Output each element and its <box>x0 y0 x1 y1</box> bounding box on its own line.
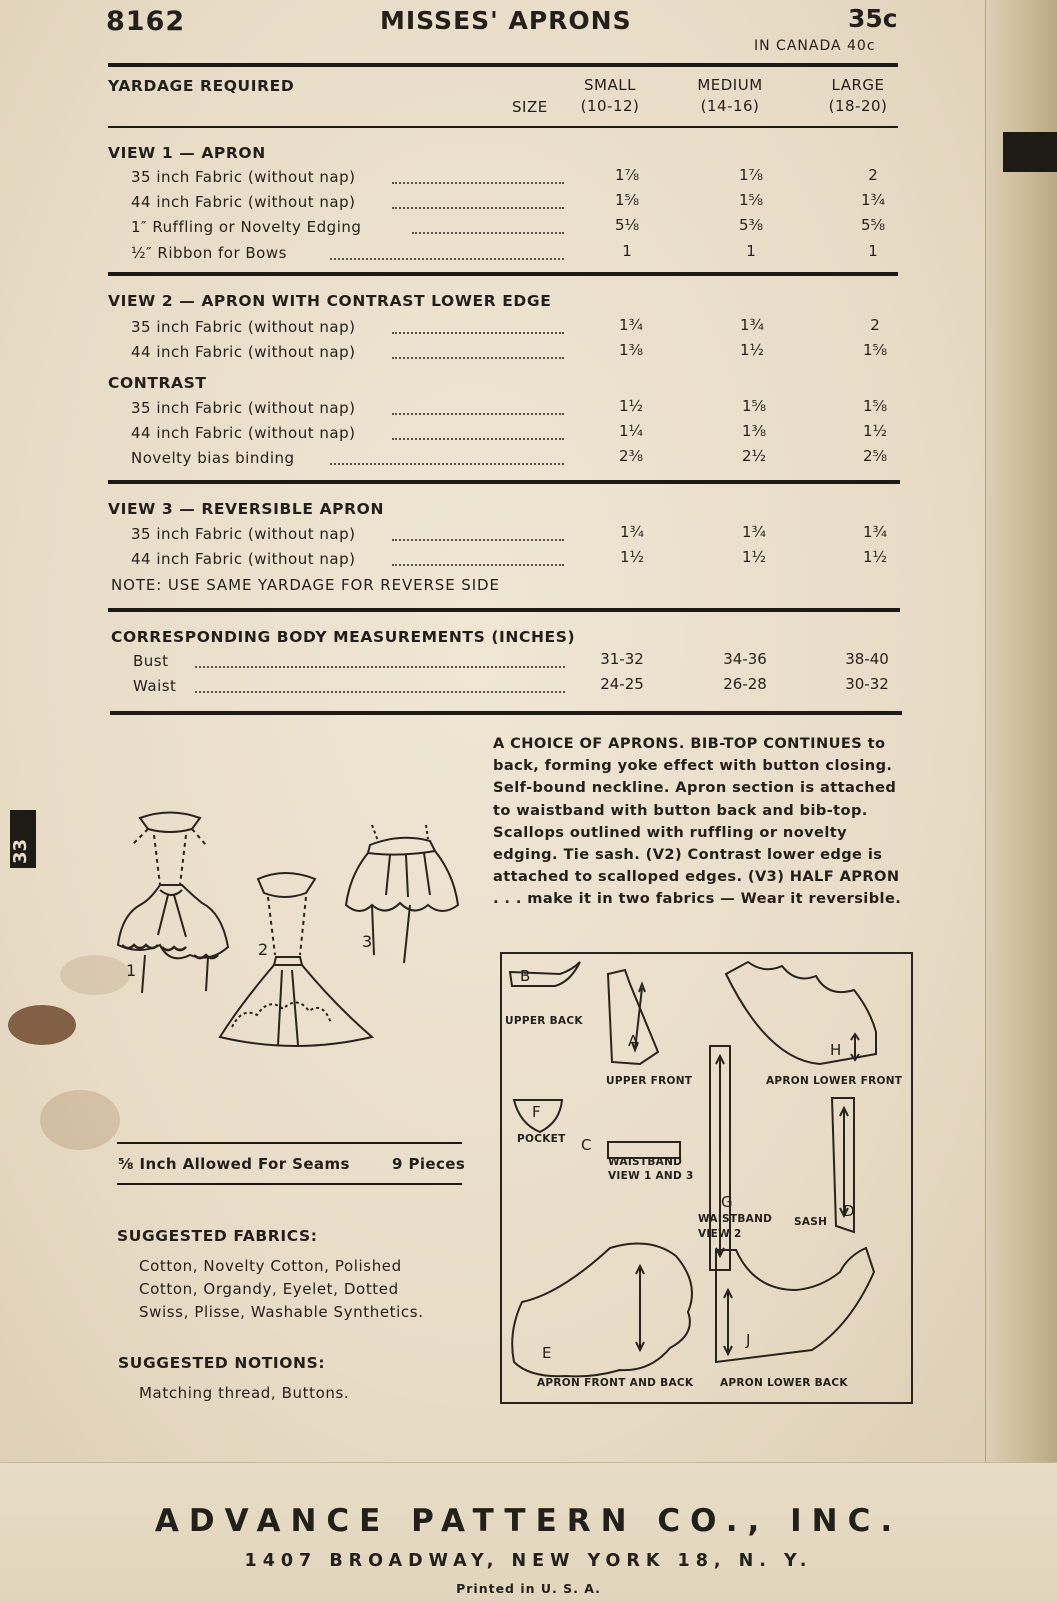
divider <box>108 126 898 128</box>
leader-dots <box>412 230 564 234</box>
value-cell: 1⅜ <box>741 422 767 440</box>
view-number: 2 <box>258 940 269 959</box>
row-label: 1″ Ruffling or Novelty Edging <box>131 218 362 236</box>
row-label: 35 inch Fabric (without nap) <box>131 399 356 417</box>
value-cell: 1⅝ <box>738 191 764 209</box>
envelope-right-flap <box>985 0 1057 1470</box>
row-label: 35 inch Fabric (without nap) <box>131 525 356 543</box>
value-cell: 1¾ <box>619 523 645 541</box>
value-cell: 1 <box>746 242 756 260</box>
divider <box>110 711 902 715</box>
piece-label: WAISTBAND <box>608 1156 683 1168</box>
divider <box>117 1142 462 1144</box>
value-cell: 1¾ <box>739 316 765 334</box>
row-label: 35 inch Fabric (without nap) <box>131 168 356 186</box>
view2-title: VIEW 2 — APRON WITH CONTRAST LOWER EDGE <box>108 292 552 310</box>
value-cell: 1⅝ <box>862 397 888 415</box>
value-cell: 26-28 <box>723 675 767 693</box>
row-label: 44 inch Fabric (without nap) <box>131 424 356 442</box>
value-cell: 31-32 <box>600 650 644 668</box>
divider <box>117 1183 462 1185</box>
fabrics-line: Cotton, Organdy, Eyelet, Dotted <box>139 1280 399 1298</box>
piece-label: UPPER BACK <box>505 1015 583 1027</box>
stain-mark <box>40 1090 120 1150</box>
value-cell: 1¾ <box>741 523 767 541</box>
piece-letter: B <box>520 967 531 985</box>
value-cell: 1¾ <box>618 316 644 334</box>
row-label: ½″ Ribbon for Bows <box>131 244 287 262</box>
piece-label: VIEW 1 AND 3 <box>608 1170 694 1182</box>
black-tab-mark <box>1003 132 1057 172</box>
view2-waistband <box>274 957 302 965</box>
value-cell: 1¼ <box>618 422 644 440</box>
leader-dots <box>392 562 564 566</box>
piece-label: UPPER FRONT <box>606 1075 693 1087</box>
yardage-heading: YARDAGE REQUIRED <box>108 77 295 95</box>
value-cell: 2 <box>868 166 878 184</box>
value-cell: 2 <box>870 316 880 334</box>
value-cell: 1⅞ <box>738 166 764 184</box>
piece-label: WAISTBAND <box>698 1213 773 1225</box>
view1-collar <box>140 813 200 833</box>
leader-dots <box>195 664 565 668</box>
piece-letter: J <box>746 1331 751 1349</box>
size-small: SMALL (10-12) <box>580 76 640 115</box>
reverse-note: NOTE: USE SAME YARDAGE FOR REVERSE SIDE <box>111 576 500 594</box>
divider <box>108 480 900 484</box>
notions-text: Matching thread, Buttons. <box>139 1384 350 1402</box>
row-label: Waist <box>133 677 177 695</box>
row-label: 35 inch Fabric (without nap) <box>131 318 356 336</box>
leader-dots <box>330 461 564 465</box>
leader-dots <box>195 689 565 693</box>
piece-letter: A <box>628 1032 639 1050</box>
value-cell: 1½ <box>619 548 645 566</box>
row-label: 44 inch Fabric (without nap) <box>131 550 356 568</box>
divider <box>108 272 898 276</box>
value-cell: 1⅞ <box>614 166 640 184</box>
fabrics-title: SUGGESTED FABRICS: <box>117 1227 318 1245</box>
value-cell: 1⅜ <box>618 341 644 359</box>
leader-dots <box>392 436 564 440</box>
value-cell: 1½ <box>862 422 888 440</box>
view3-skirt <box>346 851 458 911</box>
value-cell: 38-40 <box>845 650 889 668</box>
piece-letter: C <box>581 1136 592 1154</box>
value-cell: 1 <box>622 242 632 260</box>
price-canada: IN CANADA 40c <box>754 38 876 54</box>
piece-label: POCKET <box>517 1133 566 1145</box>
piece-letter: G <box>721 1193 733 1211</box>
value-cell: 24-25 <box>600 675 644 693</box>
value-cell: 2⅝ <box>862 447 888 465</box>
divider <box>108 63 898 67</box>
value-cell: 1⅝ <box>741 397 767 415</box>
leader-dots <box>392 537 564 541</box>
seam-allowance: ⅝ Inch Allowed For Seams <box>118 1155 350 1173</box>
leader-dots <box>392 355 564 359</box>
view1-title: VIEW 1 — APRON <box>108 144 266 162</box>
fabrics-line: Swiss, Plisse, Washable Synthetics. <box>139 1303 424 1321</box>
side-mark: 33 <box>10 810 36 868</box>
piece-j-shape <box>716 1248 874 1362</box>
value-cell: 5⅝ <box>860 216 886 234</box>
apron-illustration <box>110 805 480 1080</box>
company-address: 1407 BROADWAY, NEW YORK 18, N. Y. <box>244 1551 813 1571</box>
value-cell: 1½ <box>618 397 644 415</box>
value-cell: 34-36 <box>723 650 767 668</box>
leader-dots <box>330 256 564 260</box>
body-measurements-title: CORRESPONDING BODY MEASUREMENTS (INCHES) <box>111 628 576 646</box>
row-label: Bust <box>133 652 169 670</box>
value-cell: 30-32 <box>845 675 889 693</box>
piece-label: APRON LOWER BACK <box>720 1377 848 1389</box>
view2-skirt <box>220 965 372 1046</box>
price: 35c <box>848 4 898 33</box>
row-label: 44 inch Fabric (without nap) <box>131 343 356 361</box>
piece-letter: H <box>830 1041 842 1059</box>
size-label: SIZE <box>512 98 548 116</box>
value-cell: 2½ <box>741 447 767 465</box>
fabrics-line: Cotton, Novelty Cotton, Polished <box>139 1257 402 1275</box>
divider <box>108 608 900 612</box>
leader-dots <box>392 180 564 184</box>
page-title: MISSES' APRONS <box>380 6 632 35</box>
row-label: Novelty bias binding <box>131 449 295 467</box>
contrast-title: CONTRAST <box>108 374 207 392</box>
value-cell: 1⅝ <box>614 191 640 209</box>
pattern-number: 8162 <box>106 6 186 37</box>
view-number: 1 <box>126 961 137 980</box>
leader-dots <box>392 205 564 209</box>
piece-letter: E <box>542 1344 552 1362</box>
value-cell: 1½ <box>862 548 888 566</box>
leader-dots <box>392 411 564 415</box>
row-label: 44 inch Fabric (without nap) <box>131 193 356 211</box>
view3-waistband <box>368 838 435 855</box>
size-medium: MEDIUM (14-16) <box>697 76 763 115</box>
piece-h-shape <box>726 962 876 1064</box>
value-cell: 1 <box>868 242 878 260</box>
leader-dots <box>392 330 564 334</box>
printed-in: Printed in U. S. A. <box>456 1581 601 1596</box>
piece-count: 9 Pieces <box>392 1155 466 1173</box>
value-cell: 1½ <box>741 548 767 566</box>
piece-letter: D <box>843 1202 855 1220</box>
value-cell: 2⅜ <box>618 447 644 465</box>
value-cell: 1¾ <box>860 191 886 209</box>
piece-label: APRON LOWER FRONT <box>766 1075 903 1087</box>
notions-title: SUGGESTED NOTIONS: <box>118 1354 326 1372</box>
piece-e-shape <box>512 1244 692 1377</box>
piece-letter: F <box>532 1103 541 1121</box>
value-cell: 1¾ <box>862 523 888 541</box>
value-cell: 5⅛ <box>614 216 640 234</box>
piece-label: APRON FRONT AND BACK <box>537 1377 694 1389</box>
piece-label: VIEW 2 <box>698 1228 742 1240</box>
company-name: ADVANCE PATTERN CO., INC. <box>154 1503 903 1539</box>
pattern-description: A CHOICE OF APRONS. BIB-TOP CONTINUES to back, forming yoke effect with button closing. Self-bound neckline. Apron section is attached to waistband with button back and bib-top. Scallops outlined with ruffling or novelty edging. Tie sash. (V2) Contrast lower edge is attached to scalloped edges. (V3) HALF APRON . . . make it in two fabrics — Wear it reversible. <box>493 735 902 908</box>
value-cell: 1⅝ <box>862 341 888 359</box>
stain-mark <box>8 1005 76 1045</box>
view2-collar <box>258 873 315 897</box>
value-cell: 1½ <box>739 341 765 359</box>
view3-title: VIEW 3 — REVERSIBLE APRON <box>108 500 385 518</box>
value-cell: 5⅜ <box>738 216 764 234</box>
view-number: 3 <box>362 932 373 951</box>
size-large: LARGE (18-20) <box>828 76 888 115</box>
piece-label: SASH <box>794 1216 828 1228</box>
